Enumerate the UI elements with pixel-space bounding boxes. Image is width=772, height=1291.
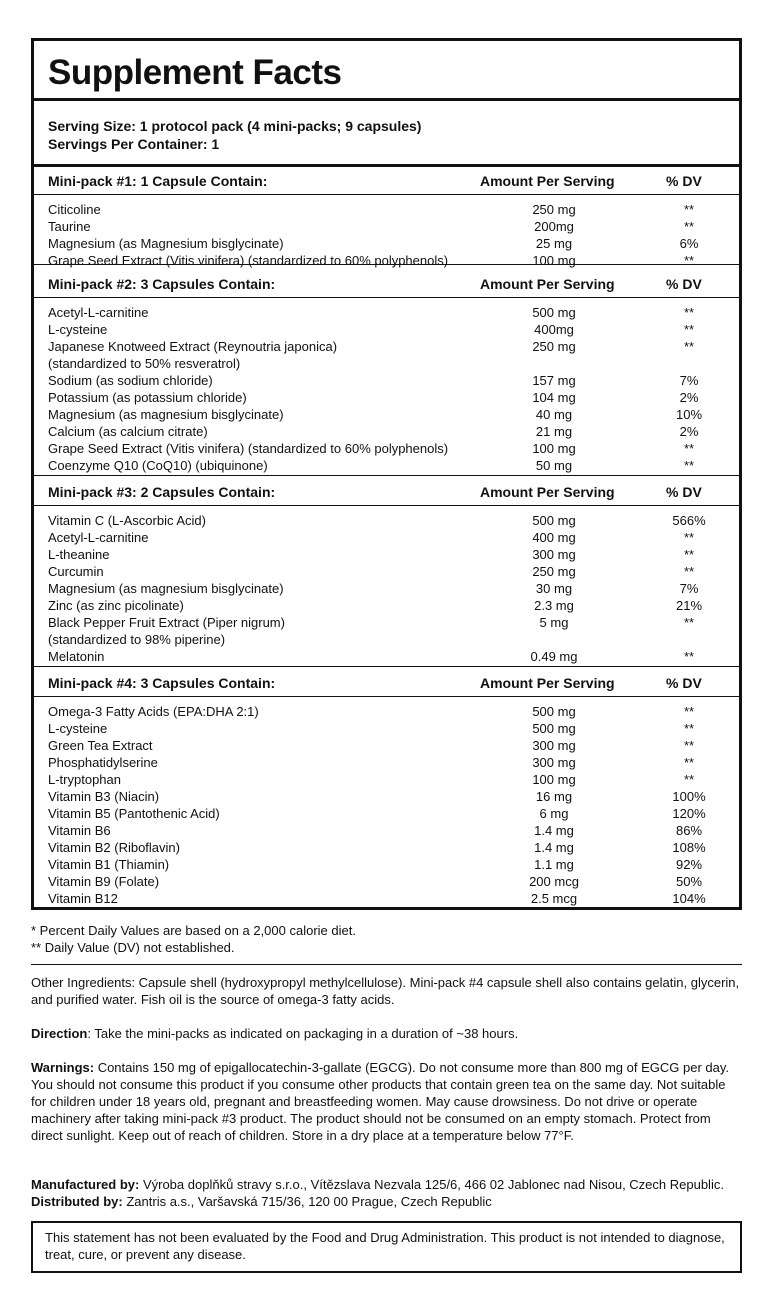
ingredient-dv: **	[683, 615, 695, 630]
dv-column-header: % DV	[666, 675, 702, 691]
ingredient-row	[34, 563, 739, 580]
ingredient-list	[34, 201, 739, 269]
ingredient-name: Magnesium (as magnesium bisglycinate)	[48, 581, 284, 596]
ingredient-dv: **	[683, 253, 695, 268]
ingredient-row	[34, 252, 739, 269]
ingredient-dv: **	[683, 458, 695, 473]
ingredient-amount: 200mg	[534, 219, 574, 234]
ingredient-row	[34, 580, 739, 597]
ingredient-name: Vitamin B12	[48, 891, 118, 906]
ingredient-row	[34, 546, 739, 563]
ingredient-dv: 86%	[675, 823, 703, 838]
ingredient-row	[34, 201, 739, 218]
ingredient-row	[34, 372, 739, 389]
section-divider	[34, 475, 739, 476]
ingredient-name: L-cysteine	[48, 322, 108, 337]
ingredient-name: Acetyl-L-carnitine	[48, 530, 149, 545]
servings-per-container: Servings Per Container: 1	[48, 136, 220, 152]
ingredient-dv: 120%	[672, 806, 706, 821]
ingredient-amount: 250 mg	[532, 202, 576, 217]
ingredient-amount: 1.4 mg	[534, 823, 574, 838]
other-ingredients: Other Ingredients: Capsule shell (hydroxypropyl methylcellulose). Mini-pack #4 capsule shell also contains gelatin, glycerin, and purified water. Fish oil is the source of omega-3 fatty acids.	[31, 975, 740, 1007]
amount-column-header: Amount Per Serving	[480, 276, 615, 292]
section-header	[34, 670, 739, 696]
not-established-footnote: ** Daily Value (DV) not established.	[31, 940, 235, 955]
ingredient-dv: 7%	[679, 373, 699, 388]
fda-disclaimer: This statement has not been evaluated by the Food and Drug Administration. This product is not intended to diagnose, treat, cure, or prevent any disease.	[31, 1221, 742, 1273]
ingredient-row	[34, 304, 739, 321]
serving-size: Serving Size: 1 protocol pack (4 mini-packs; 9 capsules)	[48, 118, 422, 134]
ingredient-dv: **	[683, 772, 695, 787]
section-divider	[34, 666, 739, 667]
section-title: Mini-pack #3: 2 Capsules Contain:	[48, 484, 276, 500]
ingredient-name: L-theanine	[48, 547, 110, 562]
section-header	[34, 168, 739, 194]
ingredient-amount: 300 mg	[532, 738, 576, 753]
ingredient-name: Calcium (as calcium citrate)	[48, 424, 208, 439]
ingredient-dv: 21%	[675, 598, 703, 613]
dv-column-header: % DV	[666, 276, 702, 292]
ingredient-name: Vitamin B6	[48, 823, 111, 838]
ingredient-row	[34, 737, 739, 754]
ingredient-amount: 21 mg	[535, 424, 573, 439]
ingredient-dv: **	[683, 219, 695, 234]
section-title: Mini-pack #1: 1 Capsule Contain:	[48, 173, 268, 189]
ingredient-name: L-tryptophan	[48, 772, 121, 787]
ingredient-row	[34, 457, 739, 474]
direction-text: : Take the mini-packs as indicated on packaging in a duration of ~38 hours.	[87, 1026, 519, 1041]
ingredient-dv: **	[683, 738, 695, 753]
ingredient-amount: 400mg	[534, 322, 574, 337]
ingredient-name: Vitamin C (L-Ascorbic Acid)	[48, 513, 206, 528]
ingredient-amount: 500 mg	[532, 704, 576, 719]
manufacturer-info	[31, 1176, 742, 1210]
ingredient-name: Vitamin B5 (Pantothenic Acid)	[48, 806, 220, 821]
ingredient-amount: 1.1 mg	[534, 857, 574, 872]
ingredient-name: Vitamin B1 (Thiamin)	[48, 857, 170, 872]
ingredient-row	[34, 423, 739, 440]
serving-divider	[34, 164, 739, 167]
ingredient-dv: **	[683, 202, 695, 217]
section-divider	[34, 264, 739, 265]
ingredient-name: Vitamin B9 (Folate)	[48, 874, 160, 889]
ingredient-dv: 6%	[679, 236, 699, 251]
ingredient-list	[34, 304, 739, 474]
ingredient-row	[34, 873, 739, 890]
ingredient-amount: 104 mg	[532, 390, 576, 405]
ingredient-row	[34, 440, 739, 457]
ingredient-dv: 2%	[679, 390, 699, 405]
footnotes	[31, 922, 742, 956]
ingredient-amount: 100 mg	[532, 253, 576, 268]
ingredient-amount: 5 mg	[539, 615, 569, 630]
ingredient-dv: 92%	[675, 857, 703, 872]
ingredient-dv: **	[683, 721, 695, 736]
ingredient-amount: 6 mg	[539, 806, 569, 821]
ingredient-amount: 300 mg	[532, 547, 576, 562]
ingredient-name: Vitamin B2 (Riboflavin)	[48, 840, 180, 855]
serving-info	[48, 117, 421, 153]
amount-column-header: Amount Per Serving	[480, 173, 615, 189]
ingredient-row	[34, 754, 739, 771]
ingredient-amount: 250 mg	[532, 564, 576, 579]
ingredient-row	[34, 597, 739, 614]
ingredient-dv: **	[683, 755, 695, 770]
ingredient-name: Citicoline	[48, 202, 101, 217]
ingredient-row	[34, 856, 739, 873]
ingredient-amount: 100 mg	[532, 772, 576, 787]
ingredient-name: Japanese Knotweed Extract (Reynoutria japonica)	[48, 339, 338, 354]
ingredient-row	[34, 788, 739, 805]
ingredient-name: Magnesium (as Magnesium bisglycinate)	[48, 236, 284, 251]
ingredient-name: Curcumin	[48, 564, 104, 579]
ingredient-dv: **	[683, 322, 695, 337]
ingredient-amount: 250 mg	[532, 339, 576, 354]
ingredient-row	[34, 218, 739, 235]
ingredient-row	[34, 512, 739, 529]
ingredient-row	[34, 805, 739, 822]
warnings-label: Warnings:	[31, 1060, 95, 1075]
ingredient-dv: 7%	[679, 581, 699, 596]
dv-column-header: % DV	[666, 484, 702, 500]
ingredient-amount: 50 mg	[535, 458, 573, 473]
ingredient-dv: **	[683, 530, 695, 545]
ingredient-row	[34, 703, 739, 720]
ingredient-amount: 500 mg	[532, 513, 576, 528]
ingredient-amount: 300 mg	[532, 755, 576, 770]
ingredient-dv: 2%	[679, 424, 699, 439]
ingredient-name: Magnesium (as magnesium bisglycinate)	[48, 407, 284, 422]
ingredient-row	[34, 321, 739, 338]
ingredient-row	[34, 839, 739, 856]
ingredient-row	[34, 614, 739, 631]
section-header-divider	[34, 505, 739, 506]
ingredient-row	[34, 235, 739, 252]
ingredient-name: Acetyl-L-carnitine	[48, 305, 149, 320]
ingredient-name: Grape Seed Extract (Vitis vinifera) (standardized to 60% polyphenols)	[48, 253, 449, 268]
ingredient-name: Phosphatidylserine	[48, 755, 158, 770]
amount-column-header: Amount Per Serving	[480, 484, 615, 500]
ingredient-amount: 200 mcg	[529, 874, 579, 889]
ingredient-dv: 108%	[672, 840, 706, 855]
manufacturer-text: Výroba doplňků stravy s.r.o., Vítězslava Nezvala 125/6, 466 02 Jablonec nad Nisou, Czech Republic.	[139, 1177, 724, 1192]
section-header-divider	[34, 194, 739, 195]
ingredient-row	[34, 406, 739, 423]
ingredient-name: Grape Seed Extract (Vitis vinifera) (standardized to 60% polyphenols)	[48, 441, 449, 456]
ingredient-dv: **	[683, 649, 695, 664]
ingredient-amount: 100 mg	[532, 441, 576, 456]
ingredient-name: Taurine	[48, 219, 91, 234]
ingredient-name: Potassium (as potassium chloride)	[48, 390, 247, 405]
section-header	[34, 271, 739, 297]
ingredient-dv: **	[683, 564, 695, 579]
supplement-facts-panel	[31, 38, 742, 910]
ingredient-row	[34, 720, 739, 737]
ingredient-name: Sodium (as sodium chloride)	[48, 373, 213, 388]
ingredient-name: L-cysteine	[48, 721, 108, 736]
ingredient-dv: 566%	[672, 513, 706, 528]
ingredient-row	[34, 355, 739, 372]
section-header-divider	[34, 696, 739, 697]
ingredient-row	[34, 389, 739, 406]
ingredient-list	[34, 703, 739, 907]
direction-label: Direction	[31, 1026, 88, 1041]
amount-column-header: Amount Per Serving	[480, 675, 615, 691]
ingredient-dv: 100%	[672, 789, 706, 804]
ingredient-amount: 25 mg	[535, 236, 573, 251]
ingredient-dv: **	[683, 339, 695, 354]
ingredient-name: (standardized to 98% piperine)	[48, 632, 226, 647]
ingredient-name: Green Tea Extract	[48, 738, 153, 753]
ingredient-amount: 1.4 mg	[534, 840, 574, 855]
dv-column-header: % DV	[666, 173, 702, 189]
ingredient-dv: 50%	[675, 874, 703, 889]
footnote-divider	[31, 964, 742, 965]
ingredient-row	[34, 338, 739, 355]
dv-footnote: * Percent Daily Values are based on a 2,000 calorie diet.	[31, 923, 356, 938]
panel-title: Supplement Facts	[48, 53, 342, 92]
section-title: Mini-pack #2: 3 Capsules Contain:	[48, 276, 276, 292]
ingredient-name: Zinc (as zinc picolinate)	[48, 598, 184, 613]
ingredient-amount: 157 mg	[532, 373, 576, 388]
distributor-text: Zantris a.s., Varšavská 715/36, 120 00 Prague, Czech Republic	[122, 1194, 492, 1209]
ingredient-dv: **	[683, 704, 695, 719]
ingredient-amount: 400 mg	[532, 530, 576, 545]
ingredient-amount: 40 mg	[535, 407, 573, 422]
ingredient-name: Black Pepper Fruit Extract (Piper nigrum)	[48, 615, 285, 630]
ingredient-amount: 500 mg	[532, 721, 576, 736]
ingredient-row	[34, 529, 739, 546]
title-divider	[34, 98, 739, 101]
ingredient-dv: 104%	[672, 891, 706, 906]
ingredient-row	[34, 890, 739, 907]
ingredient-row	[34, 631, 739, 648]
ingredient-amount: 16 mg	[535, 789, 573, 804]
ingredient-amount: 500 mg	[532, 305, 576, 320]
ingredient-amount: 2.3 mg	[534, 598, 574, 613]
ingredient-row	[34, 648, 739, 665]
ingredient-name: (standardized to 50% resveratrol)	[48, 356, 241, 371]
ingredient-row	[34, 822, 739, 839]
section-header	[34, 479, 739, 505]
section-header-divider	[34, 297, 739, 298]
ingredient-dv: **	[683, 441, 695, 456]
ingredient-list	[34, 512, 739, 665]
warnings-text: Contains 150 mg of epigallocatechin-3-gallate (EGCG). Do not consume more than 800 mg of EGCG per day. You should not consume this product if you consume other products that contain green tea on the same day. Not suitable for children under 18 years old, pregnant and breastfeeding women. May cause drowsiness. Do not drive or operate machinery after taking mini-pack #3 product. The product should not be consumed on an empty stomach. Protect from direct sunlight. Keep out of reach of children. Store in a dry place at a temperature below 77°F.	[31, 1060, 729, 1143]
direction	[31, 1025, 742, 1042]
warnings	[31, 1059, 742, 1144]
ingredient-dv: 10%	[675, 407, 703, 422]
ingredient-amount: 0.49 mg	[530, 649, 578, 664]
ingredient-amount: 30 mg	[535, 581, 573, 596]
section-title: Mini-pack #4: 3 Capsules Contain:	[48, 675, 276, 691]
ingredient-name: Omega-3 Fatty Acids (EPA:DHA 2:1)	[48, 704, 259, 719]
ingredient-row	[34, 771, 739, 788]
ingredient-dv: **	[683, 547, 695, 562]
ingredient-name: Coenzyme Q10 (CoQ10) (ubiquinone)	[48, 458, 268, 473]
distributor-label: Distributed by:	[31, 1194, 123, 1209]
ingredient-dv: **	[683, 305, 695, 320]
manufacturer-label: Manufactured by:	[31, 1177, 140, 1192]
ingredient-name: Melatonin	[48, 649, 105, 664]
ingredient-name: Vitamin B3 (Niacin)	[48, 789, 160, 804]
ingredient-amount: 2.5 mcg	[530, 891, 578, 906]
